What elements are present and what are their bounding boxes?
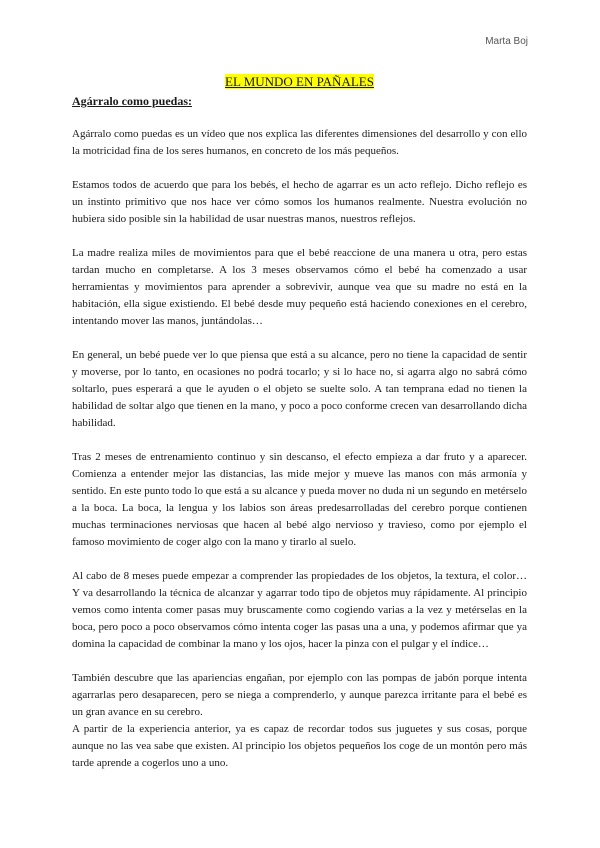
document-title xyxy=(72,74,527,90)
paragraph-5: Tras 2 meses de entrenamiento continuo y sin descanso, el efecto empieza a dar fruto y a aparecer. Comienza a entender mejor las distancias, las mide mejor y mueve las manos con más armonía y sentido. En este punto todo lo que está a su alcance y pueda mover no duda ni un segundo en metérselo a la boca. La boca, la lengua y los labios son áreas predesarrolladas del cerebro porque contienen muchas terminaciones nerviosas que hacen al bebé algo nervioso y travieso, como por ejemplo el famoso movimiento de coger algo con la mano y tirarlo al suelo. xyxy=(72,451,527,548)
paragraph-1: Agárralo como puedas es un vídeo que nos explica las diferentes dimensiones del desarrollo y con ello la motricidad fina de los seres humanos, en concreto de los más pequeños. xyxy=(72,128,527,157)
paragraph-7: También descubre que las apariencias engañan, por ejemplo con las pompas de jabón porque intenta agarrarlas pero desaparecen, pero se niega a comprenderlo, y aunque parezca irritante para el bebé es un gran avance en su cerebro. xyxy=(72,672,527,718)
paragraph-8: A partir de la experiencia anterior, ya es capaz de recordar todos sus juguetes y sus cosas, porque aunque no las vea sabe que existen. Al principio los objetos pequeños los coge de un montón pero más tarde aprende a cogerlos uno a uno. xyxy=(72,723,527,769)
paragraph-4: En general, un bebé puede ver lo que piensa que está a su alcance, pero no tiene la capacidad de sentir y moverse, por lo tanto, en ocasiones no podrá tocarlo; y si lo hace no, si agarra algo no sabrá cómo soltarlo, pues esperará a que le ayuden o el objeto se suelte solo. A tan temprana edad no tienen la habilidad de soltar algo que tienen en la mano, y poco a poco conforme crecen van desarrollando dicha habilidad. xyxy=(72,349,527,429)
document-title-text: EL MUNDO EN PAÑALES xyxy=(225,74,374,89)
section-heading: Agárralo como puedas: xyxy=(72,94,192,108)
paragraph-6: Al cabo de 8 meses puede empezar a comprender las propiedades de los objetos, la textura, el color… Y va desarrollando la técnica de alcanzar y agarrar todo tipo de objetos muy rápidamente. Al principio vemos como intenta comer pasas muy bruscamente como cogiendo varias a la vez y metérselas en la boca, pero poco a poco observamos cómo intenta coger las pasas una a una, y podemos afirmar que ya domina la capacidad de combinar la mano y los ojos, hacer la pinza con el pulgar y el índice… xyxy=(72,570,527,650)
paragraph-2: Estamos todos de acuerdo que para los bebés, el hecho de agarrar es un acto reflejo. Dicho reflejo es un instinto primitivo que nos hace ver cómo somos los humanos realmente. Nuestra evolución no hubiera sido posible sin la habilidad de usar nuestras manos, nuestros reflejos. xyxy=(72,179,527,225)
document-body xyxy=(72,74,527,789)
author-header: Marta Boj xyxy=(485,36,528,47)
paragraph-3: La madre realiza miles de movimientos para que el bebé reaccione de una manera u otra, pero estas tardan mucho en completarse. A los 3 meses observamos cómo el bebé ha comenzado a usar herramientas y movimientos para aprender a sobrevivir, aunque vea que su madre no está en la habitación, ella sigue existiendo. El bebé desde muy pequeño está haciendo conexiones en el cerebro, intentando mover las manos, juntándolas… xyxy=(72,247,527,327)
